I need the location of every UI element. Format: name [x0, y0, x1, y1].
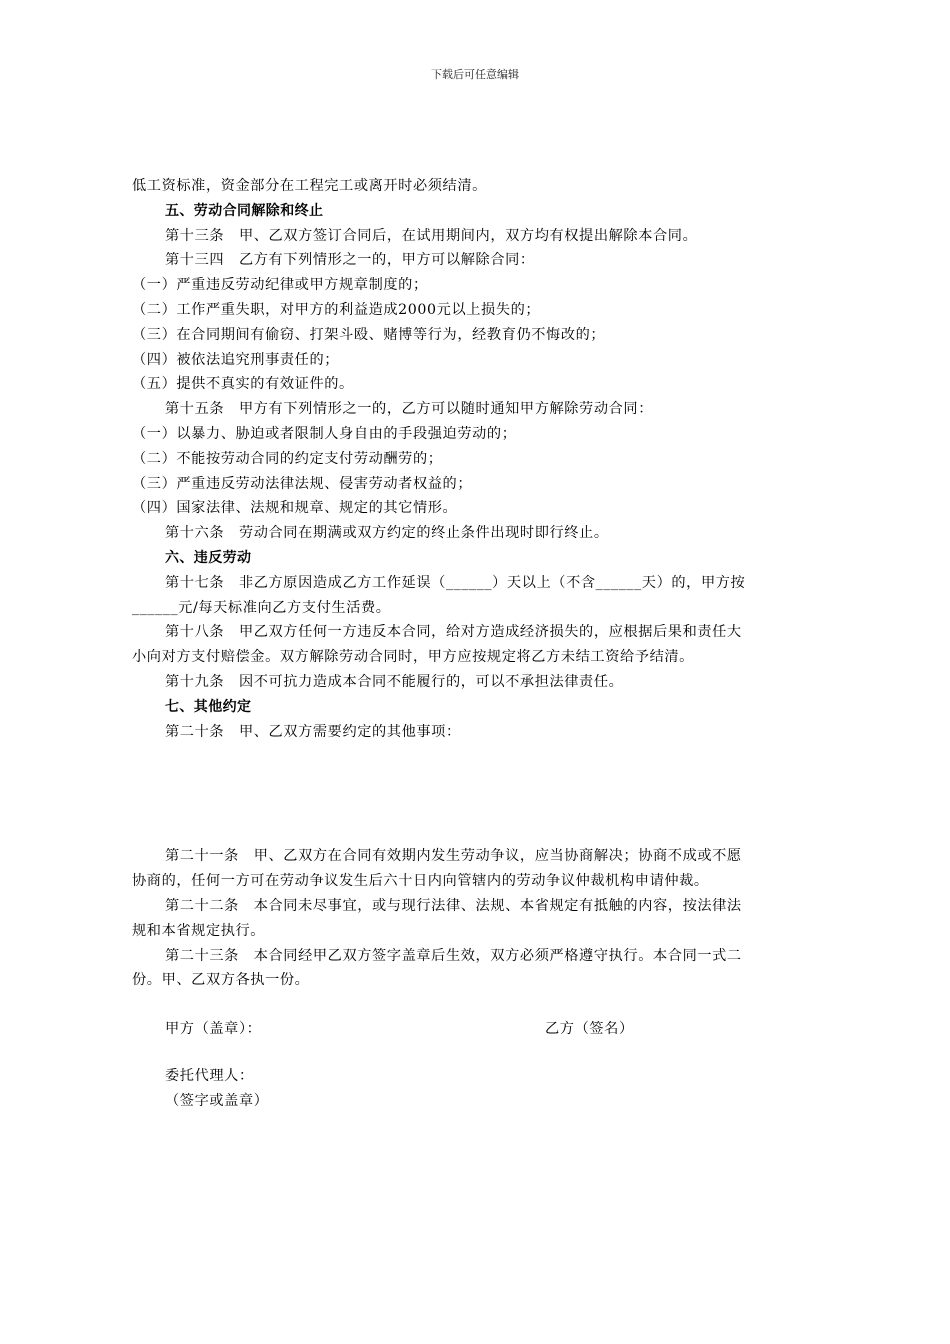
page-header: 下载后可任意编辑 [431, 68, 519, 81]
paragraph-line: （三）在合同期间有偷窃、打架斗殴、赌博等行为，经教育仍不悔改的； [132, 326, 606, 343]
paragraph-line: 份。甲、乙双方各执一份。 [132, 972, 310, 989]
agent-label: 委托代理人： [165, 1067, 254, 1084]
agent-note: （签字或盖章） [165, 1092, 269, 1109]
contract-clauses-part-1 [132, 174, 820, 744]
paragraph-line: 第二十一条 甲、乙双方在合同有效期内发生劳动争议，应当协商解决；协商不成或不愿 [165, 848, 742, 865]
paragraph-line: 第二十三条 本合同经甲乙双方签字盖章后生效，双方必须严格遵守执行。本合同一式二 [165, 947, 742, 964]
document-body [132, 174, 820, 1114]
blank-space [132, 744, 820, 844]
paragraph-line: 第十八条 甲乙双方任何一方违反本合同，给对方造成经济损失的，应根据后果和责任大 [165, 624, 742, 641]
paragraph-line: 第二十条 甲、乙双方需要约定的其他事项： [165, 723, 461, 740]
paragraph-line: 第十五条 甲方有下列情形之一的，乙方可以随时通知甲方解除劳动合同： [165, 401, 653, 418]
paragraph-line: 规和本省规定执行。 [132, 922, 266, 939]
paragraph-line: 第十三条 甲、乙双方签订合同后，在试用期间内，双方均有权提出解除本合同。 [165, 227, 698, 244]
paragraph-line: ______元/每天标准向乙方支付生活费。 [132, 599, 391, 616]
paragraph-line: 第十九条 因不可抗力造成本合同不能履行的，可以不承担法律责任。 [165, 673, 624, 690]
section-heading: 六、违反劳动 [165, 549, 252, 566]
section-heading: 七、其他约定 [165, 698, 252, 715]
paragraph-line: 第十三四 乙方有下列情形之一的，甲方可以解除合同： [165, 252, 535, 269]
paragraph-line: 第二十二条 本合同未尽事宜，或与现行法律、法规、本省规定有抵触的内容，按法律法 [165, 897, 742, 914]
paragraph-line: 第十七条 非乙方原因造成乙方工作延误（______）天以上（不含______天）的，甲方按 [165, 574, 746, 591]
contract-clauses-part-2 [132, 844, 820, 993]
paragraph-line: （五）提供不真实的有效证件的。 [132, 376, 354, 393]
paragraph-line: （一）以暴力、胁迫或者限制人身自由的手段强迫劳动的； [132, 425, 517, 442]
paragraph-line: （四）被依法追究刑事责任的； [132, 351, 340, 368]
paragraph-line: 第十六条 劳动合同在期满或双方约定的终止条件出现时即行终止。 [165, 525, 609, 542]
paragraph-line: 低工资标准，资金部分在工程完工或离开时必须结清。 [132, 178, 487, 194]
paragraph-line: （一）严重违反劳动纪律或甲方规章制度的； [132, 277, 428, 294]
party-a-seal-label: 甲方（盖章）： [165, 1021, 262, 1038]
paragraph-line: （二）工作严重失职，对甲方的利益造成2000元以上损失的； [132, 301, 541, 318]
paragraph-line: 协商的，任何一方可在劳动争议发生后六十日内向管辖内的劳动争议仲裁机构申请仲裁。 [132, 873, 709, 890]
signature-row [132, 1017, 820, 1042]
paragraph-line: 小向对方支付赔偿金。双方解除劳动合同时，甲方应按规定将乙方未结工资给予结清。 [132, 649, 694, 666]
section-heading: 五、劳动合同解除和终止 [165, 202, 324, 219]
paragraph-line: （二）不能按劳动合同的约定支付劳动酬劳的； [132, 450, 443, 467]
paragraph-line: （三）严重违反劳动法律法规、侵害劳动者权益的； [132, 475, 473, 492]
paragraph-line: （四）国家法律、法规和规章、规定的其它情形。 [132, 500, 458, 517]
party-b-signature-label: 乙方（签名） [545, 1021, 634, 1038]
